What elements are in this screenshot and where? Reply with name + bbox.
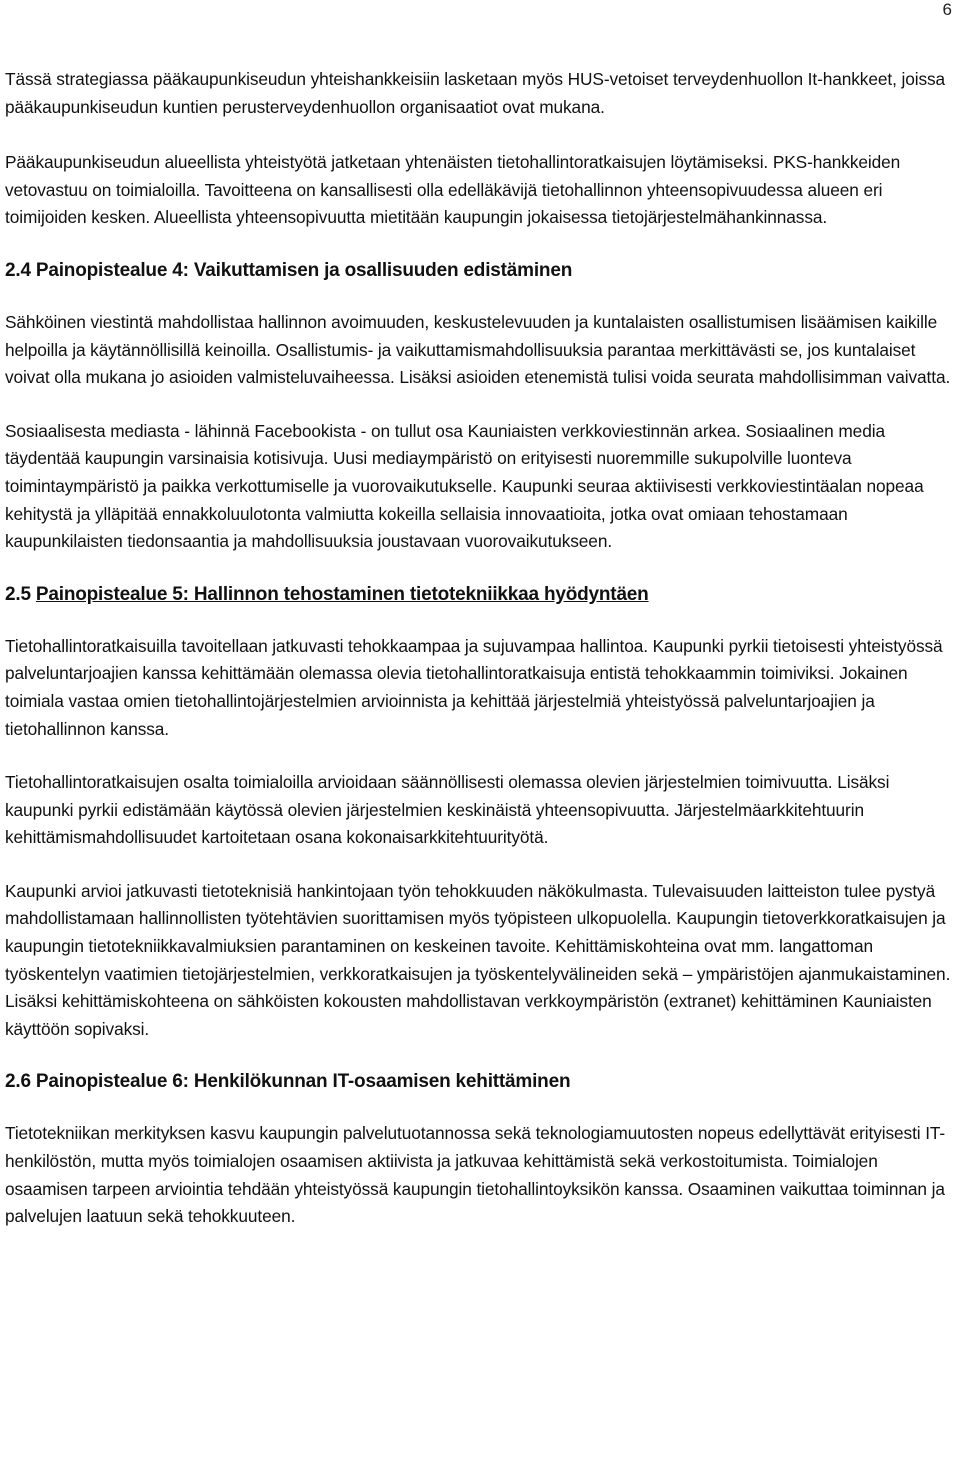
intro-paragraph-1: Tässä strategiassa pääkaupunkiseudun yhteishankkeisiin lasketaan myös HUS-vetoiset terveydenhuollon It-hankkeet, joissa pääkaupunkiseudun kuntien perusterveydenhuollon organisaatiot ovat mukana. bbox=[5, 69, 946, 117]
section-2-5-heading bbox=[5, 581, 955, 609]
section-2-4-paragraph-1: Sähköinen viestintä mahdollistaa hallinnon avoimuuden, keskustelevuuden ja kuntalaisten osallistumisen lisäämisen kaikille helpoilla ja käytännöllisillä keinoilla. Osallistumis- ja vaikuttamismahdollisuuksia parantaa merkittävästi se, jos kuntalaiset voivat olla mukana jo asioiden valmisteluvaiheessa. Lisäksi asioiden etenemistä tulisi voida seurata mahdollisimman vaivatta. bbox=[5, 311, 951, 388]
section-2-5-paragraph-3: Kaupunki arvioi jatkuvasti tietoteknisiä hankintojaan työn tehokkuuden näkökulmasta. Tulevaisuuden laitteiston tulee pystyä mahdollistamaan hallinnollisten työtehtävien suorittamisen myös työpisteen ulkopuolella. Kaupungin tietoverkkoratkaisujen ja kaupungin tietotekniikkavalmiuksien parantaminen on keskeinen tavoite. Kehittämiskohteina ovat mm. langattoman työskentelyn vaatimien tietojärjestelmien, verkkoratkaisujen ja työskentelyvälineiden sekä – ympäristöjen ajanmukaistaminen. Lisäksi kehittämiskohteena on sähköisten kokousten mahdollistavan verkkoympäristön (extranet) kehittäminen Kauniaisten käyttöön sopivaksi. bbox=[5, 880, 951, 1039]
section-2-5-heading-title: Painopistealue 5: Hallinnon tehostaminen tietotekniikkaa hyödyntäen bbox=[35, 583, 649, 605]
section-2-5-heading-number: 2.5 bbox=[5, 583, 36, 605]
section-2-5-paragraph-2: Tietohallintoratkaisujen osalta toimialoilla arvioidaan säännöllisesti olemassa olevien järjestelmien toimivuutta. Lisäksi kaupunki pyrkii edistämään käytössä olevien järjestelmien keskinäistä yhteensopivuutta. Järjestelmäarkkitehtuurin kehittämismahdollisuudet kartoitetaan osana kokonaisarkkitehtuurityötä. bbox=[5, 772, 890, 848]
section-2-4-heading: 2.4 Painopistealue 4: Vaikuttamisen ja osallisuuden edistäminen bbox=[5, 259, 573, 281]
intro-paragraph-2: Pääkaupunkiseudun alueellista yhteistyötä jatketaan yhtenäisten tietohallintoratkaisujen löytämiseksi. PKS-hankkeiden vetovastuu on toimialoilla. Tavoitteena on kansallisesti olla edelläkävijä tietohallinnon yhteensopivuudessa alueen eri toimijoiden kesken. Alueellista yhteensopivuutta mietitään kaupungin jokaisessa tietojärjestelmähankinnassa. bbox=[5, 152, 901, 228]
document-body bbox=[5, 66, 955, 1231]
section-2-5-paragraph-1: Tietohallintoratkaisuilla tavoitellaan jatkuvasti tehokkaampaa ja sujuvampaa hallintoa. Kaupunki pyrkii tietoisesti yhteistyössä palveluntarjoajien kanssa kehittämään olemassa olevia tietohallintoratkaisuja entistä tehokkaammin toimiviksi. Jokainen toimiala vastaa omien tietohallintojärjestelmien arvioinnista ja kehittää järjestelmiä yhteistyössä palveluntarjoajien ja tietohallinnon kanssa. bbox=[5, 635, 943, 739]
page-number: 6 bbox=[942, 0, 952, 19]
section-2-6-paragraph-1: Tietotekniikan merkityksen kasvu kaupungin palvelutuotannossa sekä teknologiamuutosten nopeus edellyttävät erityisesti IT-henkilöstön, mutta myös toimialojen osaamisen aktiivista ja jatkuvaa kehittämistä sekä verkostoitumista. Toimialojen osaamisen tarpeen arviointia tehdään yhteistyössä kaupungin tietohallintoyksikön kanssa. Osaaminen vaikuttaa toiminnan ja palvelujen laatuun sekä tehokkuuteen. bbox=[5, 1123, 946, 1227]
section-2-4-paragraph-2: Sosiaalisesta mediasta - lähinnä Facebookista - on tullut osa Kauniaisten verkkoviestinnän arkea. Sosiaalinen media täydentää kaupungin varsinaisia kotisivuja. Uusi mediaympäristö on erityisesti nuoremmille sukupolville luonteva toimintaympäristö ja paikka verkottumiselle ja vuorovaikutukselle. Kaupunki seuraa aktiivisesti verkkoviestintäalan nopeaa kehitystä ja ylläpitää ennakkoluulotonta valmiutta kokeilla sellaisia innovaatioita, jotka ovat omiaan tehostamaan kaupunkilaisten tiedonsaantia ja mahdollisuuksia joustavaan vuorovaikutukseen. bbox=[5, 420, 924, 552]
section-2-6-heading: 2.6 Painopistealue 6: Henkilökunnan IT-osaamisen kehittäminen bbox=[5, 1071, 571, 1093]
